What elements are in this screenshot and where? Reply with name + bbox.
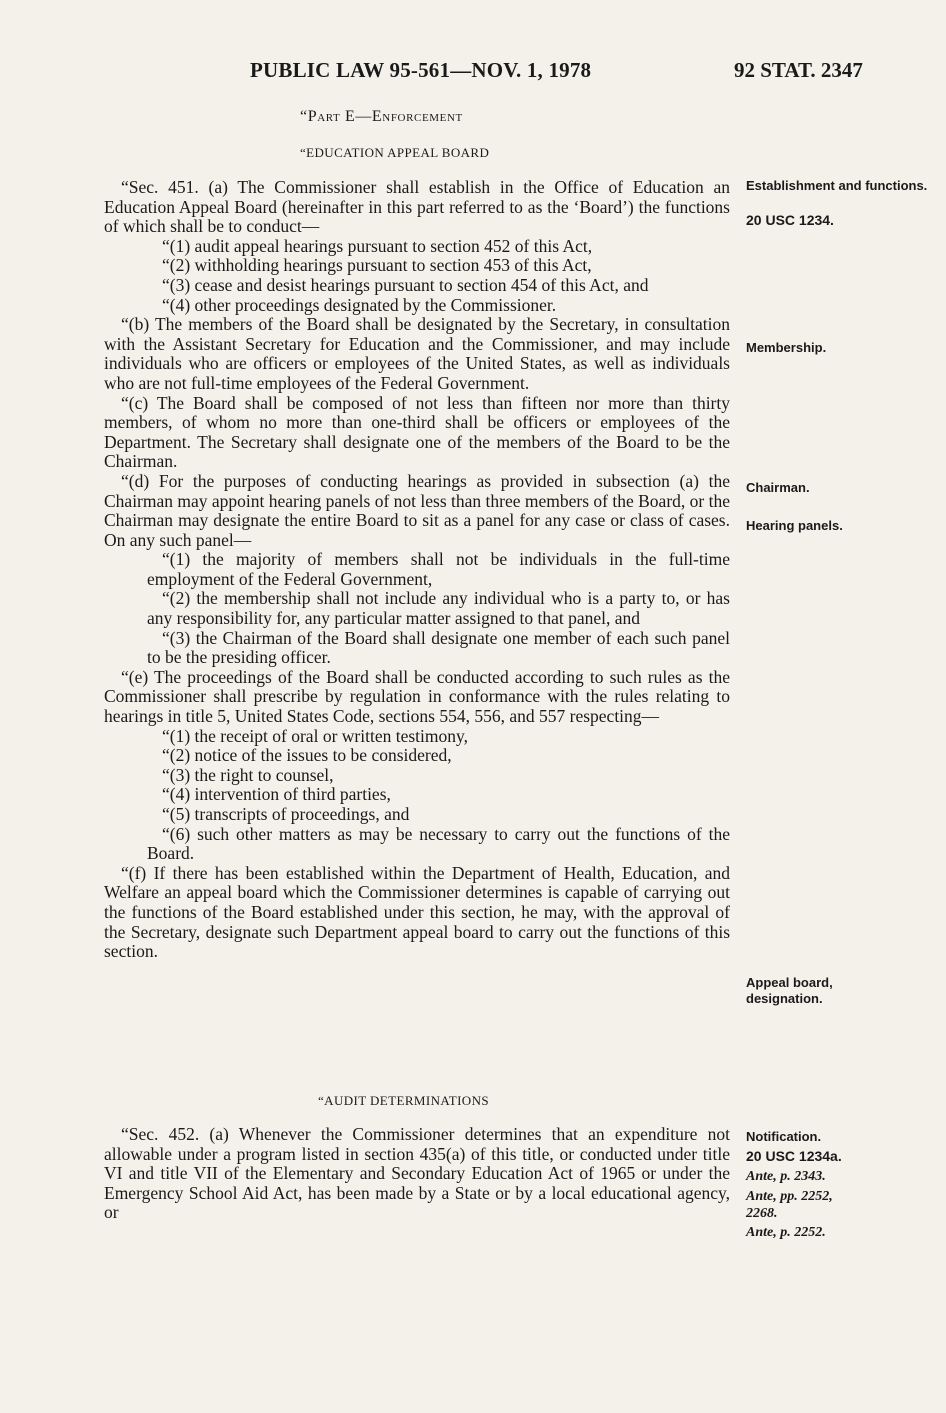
part-heading: “Part E—Enforcement (300, 108, 463, 125)
margin-note-chairman: Chairman. (746, 480, 810, 495)
sec451-e-item-3: “(3) the right to counsel, (162, 764, 334, 785)
page-header-title: PUBLIC LAW 95-561—NOV. 1, 1978 (250, 58, 592, 82)
sec451-b: “(b) The members of the Board shall be designated by the Secretary, in consultation with the Assistant Secretary for Education and the Commissioner, and may include individuals who are officers or employees of the United States, as well as individuals who are not full-time employees of the Federal Government. (104, 314, 730, 393)
margin-note-membership: Membership. (746, 340, 827, 355)
sec451-d-item-3: “(3) the Chairman of the Board shall designate one member of each such panel to be the presiding officer. (147, 627, 730, 668)
sec451-e-item-4: “(4) intervention of third parties, (162, 784, 391, 805)
margin-note-hearing-panels: Hearing panels. (746, 518, 843, 533)
margin-note-establishment: Establishment and functions. (746, 178, 928, 193)
section-heading-education-appeal-board: “EDUCATION APPEAL BOARD (300, 145, 490, 160)
margin-note-ante-2252: Ante, p. 2252. (746, 1225, 826, 1240)
sec451-e-item-2: “(2) notice of the issues to be considered, (162, 745, 452, 766)
sec451-a-item-1: “(1) audit appeal hearings pursuant to section 452 of this Act, (162, 235, 593, 256)
sec451-e-item-6: “(6) such other matters as may be necessary to carry out the functions of the Board. (147, 823, 730, 864)
section-heading-audit-determinations: “AUDIT DETERMINATIONS (318, 1093, 490, 1108)
sec451-f: “(f) If there has been established within the Department of Health, Education, and Welfare an appeal board which the Commissioner determines is capable of carrying out the functions of the Board established under this section, he may, with the approval of the Secretary, designate such Department appeal board to carry out the functions of this section. (104, 862, 730, 962)
sec451-e-intro: “(e) The proceedings of the Board shall be conducted according to such rules as the Commissioner shall prescribe by regulation in conformance with the rules relating to hearings in title 5, United States Code, sections 554, 556, and 557 respecting— (104, 666, 730, 727)
margin-note-ante-2252-2268: Ante, pp. 2252, 2268. (746, 1189, 833, 1221)
sec451-a-item-3: “(3) cease and desist hearings pursuant to section 454 of this Act, and (162, 274, 649, 295)
page-header-stat: 92 STAT. 2347 (734, 58, 863, 82)
margin-note-notification: Notification. (746, 1129, 822, 1144)
margin-note-appeal-board: Appeal board, designation. (746, 975, 833, 1006)
sec451-e-item-1: “(1) the receipt of oral or written testimony, (162, 725, 468, 746)
sec451-d-intro: “(d) For the purposes of conducting hearings as provided in subsection (a) the Chairman may appoint hearing panels of not less than three members of the Board, or the Chairman may designate the entire Board to sit as a panel for any case or class of cases. On any such panel— (104, 470, 730, 550)
sec451-d-item-1: “(1) the majority of members shall not be individuals in the full-time employment of the Federal Government, (147, 549, 730, 589)
section-451-body (104, 178, 730, 962)
sec451-c: “(c) The Board shall be composed of not less than fifteen nor more than thirty members, of whom no more than one-third shall be officers or employees of the Department. The Secretary shall designate one of the members of the Board to be the Chairman. (104, 392, 730, 472)
sec451-a-intro: “Sec. 451. (a) The Commissioner shall establish in the Office of Education an Education Appeal Board (hereinafter in this part referred to as the ‘Board’) the functions of which shall be to conduct— (104, 177, 730, 237)
margin-note-ante-2343: Ante, p. 2343. (746, 1169, 826, 1184)
section-452-body (104, 1125, 730, 1223)
sec451-a-item-2: “(2) withholding hearings pursuant to section 453 of this Act, (162, 255, 592, 276)
margin-note-usc-1234: 20 USC 1234. (746, 212, 834, 228)
sec451-e-item-5: “(5) transcripts of proceedings, and (162, 804, 410, 824)
sec452-a: “Sec. 452. (a) Whenever the Commissioner determines that an expenditure not allowable under a program listed in section 435(a) of this title, or conducted under title VI and title VII of the Elementary and Secondary Education Act of 1965 or under the Emergency School Aid Act, has been made by a State or by a local educational agency, or (104, 1124, 730, 1223)
sec451-d-item-2: “(2) the membership shall not include any individual who is a party to, or has any responsibility for, any particular matter assigned to that panel, and (147, 588, 730, 629)
sec451-a-item-4: “(4) other proceedings designated by the Commissioner. (162, 294, 557, 315)
margin-note-usc-1234a: 20 USC 1234a. (746, 1148, 842, 1164)
